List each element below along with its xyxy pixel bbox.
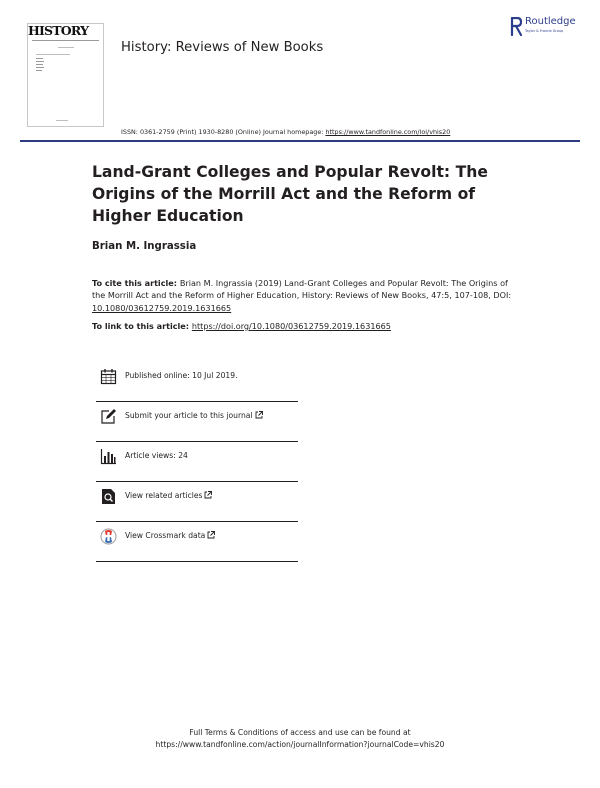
article-doi-link[interactable]: https://doi.org/10.1080/03612759.2019.1631665: [191, 321, 391, 331]
routledge-logo-icon: [510, 17, 522, 36]
cover-rule: [58, 47, 74, 48]
bar-chart-icon: [100, 448, 117, 465]
journal-title: History: Reviews of New Books: [121, 40, 324, 55]
cover-rule: [36, 61, 44, 62]
submit-article-text: Submit your article to this journal: [125, 411, 253, 420]
issn-line: [121, 128, 450, 136]
crossmark-row[interactable]: [96, 522, 298, 562]
terms-text: Full Terms & Conditions of access and use can be found at: [189, 728, 411, 737]
publisher-name: Routledge: [525, 16, 576, 27]
cover-rule: [32, 40, 99, 41]
cover-logo: HISTORY: [28, 23, 89, 38]
submit-article-link[interactable]: [125, 411, 263, 420]
journal-cover-thumbnail: [27, 23, 104, 127]
link-label: To link to this article:: [92, 321, 192, 331]
crossmark-icon: [100, 528, 117, 545]
published-date: Published online: 10 Jul 2019.: [125, 371, 238, 380]
header-divider: [20, 140, 580, 142]
crossmark-text: View Crossmark data: [125, 531, 206, 540]
crossmark-link[interactable]: [125, 531, 215, 540]
publisher-tagline: Taylor & Francis Group: [525, 29, 564, 33]
article-author: Brian M. Ingrassia: [92, 241, 197, 252]
views-row: [96, 442, 298, 482]
calendar-icon: [100, 368, 117, 385]
published-row: [96, 362, 298, 402]
citation-block: [92, 277, 512, 314]
external-link-icon: [204, 491, 212, 499]
terms-url[interactable]: https://www.tandfonline.com/action/journalInformation?journalCode=vhis20: [155, 740, 445, 749]
edit-icon: [100, 408, 117, 425]
cover-rule: [36, 64, 43, 65]
terms-footer: [0, 727, 600, 751]
article-title: Land-Grant Colleges and Popular Revolt: The Origins of the Morrill Act and the Reform of Higher Education: [92, 163, 488, 225]
external-link-icon: [207, 531, 215, 539]
related-articles-link[interactable]: [125, 491, 212, 500]
publisher-logo[interactable]: [510, 16, 590, 38]
citation-text: Brian M. Ingrassia (2019) Land-Grant Colleges and Popular Revolt: The Origins of the Morrill Act and the Reform of Higher Education, History: Reviews of New Books, 47:5, 107-108, DOI:: [92, 278, 512, 301]
article-link-line: [92, 321, 391, 331]
cover-rule: [56, 120, 68, 121]
external-link-icon: [255, 411, 263, 419]
submit-row[interactable]: [96, 402, 298, 442]
related-row[interactable]: [96, 482, 298, 522]
cover-rule: [36, 54, 70, 55]
citation-label: To cite this article:: [92, 278, 180, 288]
issn-text: ISSN: 0361-2759 (Print) 1930-8280 (Online) Journal homepage:: [121, 128, 326, 136]
cover-rule: [36, 67, 44, 68]
journal-homepage-link[interactable]: https://www.tandfonline.com/loi/vhis20: [325, 128, 451, 136]
related-articles-text: View related articles: [125, 491, 203, 500]
cover-rule: [36, 58, 43, 59]
citation-doi-link[interactable]: 10.1080/03612759.2019.1631665: [92, 302, 232, 313]
article-views: Article views: 24: [125, 451, 188, 460]
related-articles-icon: [100, 488, 117, 505]
cover-rule: [36, 70, 42, 71]
